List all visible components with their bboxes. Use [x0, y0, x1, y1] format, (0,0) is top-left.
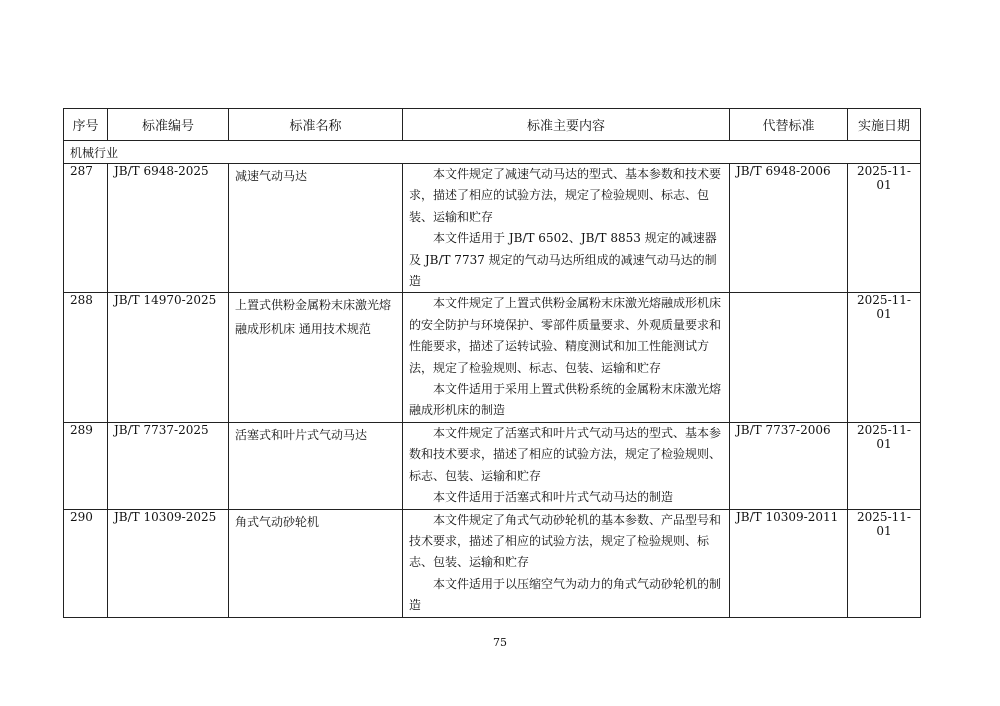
row-replaces: JB/T 10309-2011: [730, 509, 848, 617]
section-row: [64, 141, 921, 164]
content-para: 本文件适用于 JB/T 6502、JB/T 8853 规定的减速器及 JB/T 7737 规定的气动马达所组成的减速气动马达的制造: [409, 231, 717, 289]
row-num: 289: [64, 422, 108, 509]
row-name: 上置式供粉金属粉末床激光熔融成形机床 通用技术规范: [229, 293, 403, 422]
row-num: 287: [64, 164, 108, 293]
page-number: 75: [493, 636, 507, 649]
content-para: 本文件规定了活塞式和叶片式气动马达的型式、基本参数和技术要求，描述了相应的试验方法，规定了检验规则、标志、包装、运输和贮存: [409, 425, 722, 483]
header-seq: 序号: [64, 109, 108, 141]
row-code: JB/T 7737-2025: [108, 422, 229, 509]
content-para: 本文件规定了上置式供粉金属粉末床激光熔融成形机床的安全防护与环境保护、零部件质量要求、外观质量要求和性能要求，描述了运转试验、精度测试和加工性能测试方法，规定了检验规则、标志、包装、运输和贮存: [409, 296, 722, 375]
row-code: JB/T 14970-2025: [108, 293, 229, 422]
table-row: [64, 293, 921, 422]
row-content: [403, 509, 730, 617]
content-para: 本文件适用于活塞式和叶片式气动马达的制造: [433, 490, 674, 505]
row-content: [403, 293, 730, 422]
header-name: 标准名称: [229, 109, 403, 141]
standards-table: [63, 108, 921, 618]
row-code: JB/T 6948-2025: [108, 164, 229, 293]
header-code: 标准编号: [108, 109, 229, 141]
table-row: [64, 164, 921, 293]
table-row: [64, 509, 921, 617]
row-content: [403, 164, 730, 293]
content-para: 本文件适用于以压缩空气为动力的角式气动砂轮机的制造: [409, 576, 722, 613]
content-para: 本文件规定了减速气动马达的型式、基本参数和技术要求，描述了相应的试验方法，规定了检验规则、标志、包装、运输和贮存: [409, 167, 722, 224]
section-title: 机械行业: [64, 141, 921, 164]
row-name: 减速气动马达: [229, 164, 403, 293]
row-name: 活塞式和叶片式气动马达: [229, 422, 403, 509]
row-date: 2025-11-01: [848, 422, 921, 509]
header-row: [64, 109, 921, 141]
row-code: JB/T 10309-2025: [108, 509, 229, 617]
row-replaces: [730, 293, 848, 422]
header-replaces: 代替标准: [730, 109, 848, 141]
row-num: 288: [64, 293, 108, 422]
row-replaces: JB/T 7737-2006: [730, 422, 848, 509]
header-content: 标准主要内容: [403, 109, 730, 141]
row-date: 2025-11-01: [848, 164, 921, 293]
table-row: [64, 422, 921, 509]
content-para: 本文件规定了角式气动砂轮机的基本参数、产品型号和技术要求，描述了相应的试验方法，规定了检验规则、标志、包装、运输和贮存: [409, 512, 722, 570]
row-num: 290: [64, 509, 108, 617]
row-replaces: JB/T 6948-2006: [730, 164, 848, 293]
header-date: 实施日期: [848, 109, 921, 141]
row-name: 角式气动砂轮机: [229, 509, 403, 617]
row-content: [403, 422, 730, 509]
content-para: 本文件适用于采用上置式供粉系统的金属粉末床激光熔融成形机床的制造: [409, 382, 722, 418]
row-date: 2025-11-01: [848, 509, 921, 617]
row-date: 2025-11-01: [848, 293, 921, 422]
